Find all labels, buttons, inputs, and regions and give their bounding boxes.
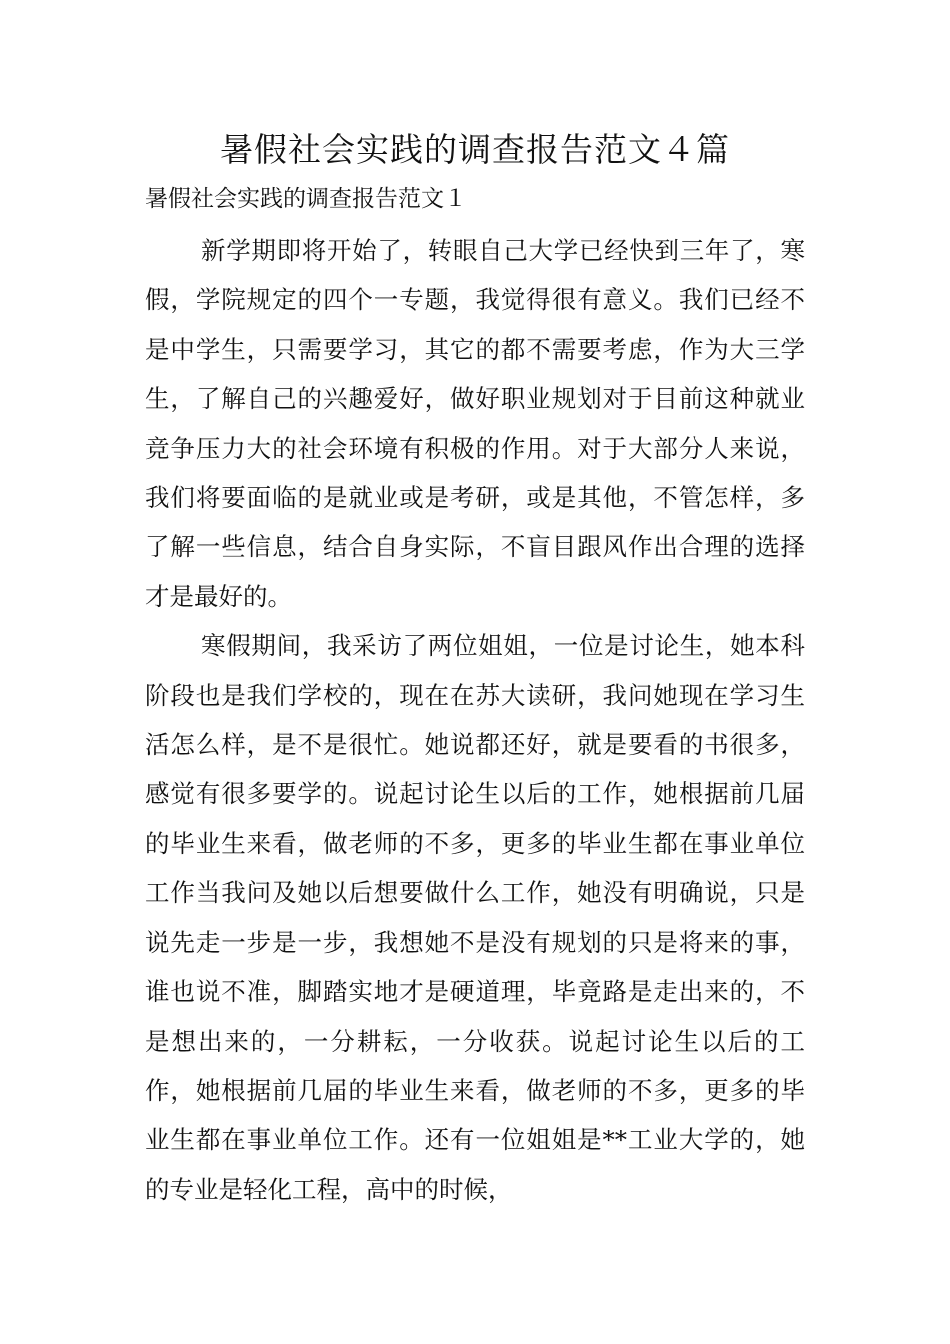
paragraph-2: 寒假期间，我采访了两位姐姐，一位是讨论生，她本科阶段也是我们学校的，现在在苏大读研，我问她现在学习生活怎么样，是不是很忙。她说都还好，就是要看的书很多，感觉有很多要学的。说起讨论生以后的工作，她根据前几届的毕业生来看，做老师的不多，更多的毕业生都在事业单位工作当我问及她以后想要做什么工作，她没有明确说，只是说先走一步是一步，我想她不是没有规划的只是将来的事，谁也说不准，脚踏实地才是硬道理，毕竟路是走出来的，不是想出来的，一分耕耘，一分收获。说起讨论生以后的工作，她根据前几届的毕业生来看，做老师的不多，更多的毕业生都在事业单位工作。还有一位姐姐是**工业大学的，她的专业是轻化工程，高中的时候， — [145, 631, 805, 1204]
section-heading: 暑假社会实践的调查报告范文１ — [145, 186, 467, 212]
document-body — [145, 226, 805, 1214]
paragraph-1: 新学期即将开始了，转眼自己大学已经快到三年了，寒假，学院规定的四个一专题，我觉得很有意义。我们已经不是中学生，只需要学习，其它的都不需要考虑，作为大三学生，了解自己的兴趣爱好，做好职业规划对于目前这种就业竞争压力大的社会环境有积极的作用。对于大部分人来说，我们将要面临的是就业或是考研，或是其他，不管怎样，多了解一些信息，结合自身实际，不盲目跟风作出合理的选择才是最好的。 — [145, 236, 805, 611]
document-title: 暑假社会实践的调查报告范文４篇 — [220, 130, 730, 169]
